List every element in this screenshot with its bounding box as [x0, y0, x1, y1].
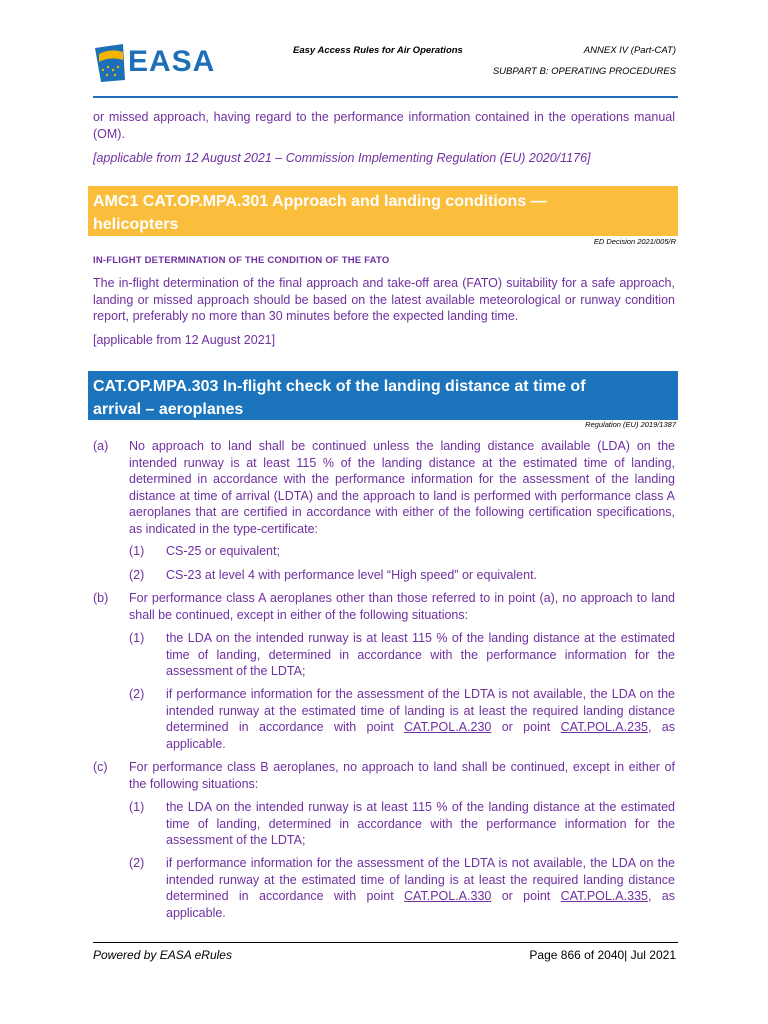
link-cat-pol-a-335[interactable]: CAT.POL.A.335	[560, 889, 648, 903]
link-cat-pol-a-330[interactable]: CAT.POL.A.330	[404, 889, 492, 903]
point-b2-text	[166, 686, 675, 752]
point-c2-text-post: , as applicable.	[166, 889, 676, 920]
amc-body: The in-flight determination of the final approach and take-off area (FATO) suitability for a safe approach, landing or missed approach should be based on the latest available meteorological or runway condition report, preferably no more than 30 minutes before the expected landing time.	[93, 276, 675, 323]
point-b2-label: (2)	[129, 687, 145, 701]
point-b1-label: (1)	[129, 631, 145, 645]
intro-text: or missed approach, having regard to the performance information contained in the operations manual (OM).	[93, 110, 675, 141]
point-b2-text-post: , as applicable.	[166, 720, 676, 751]
footer-powered-by: Powered by EASA eRules	[93, 948, 232, 962]
point-b2-text-mid: or point	[491, 720, 561, 734]
amc-applicability: [applicable from 12 August 2021]	[93, 333, 276, 347]
point-a2-label: (2)	[129, 568, 145, 582]
point-b-text: For performance class A aeroplanes other than those referred to in point (a), no approach to land shall be continued, except in either of the following situations:	[129, 591, 675, 622]
point-c1-label: (1)	[129, 800, 145, 814]
amc-subheading: IN-FLIGHT DETERMINATION OF THE CONDITION OF THE FATO	[93, 255, 390, 266]
point-a2-text: CS-23 at level 4 with performance level “High speed” or equivalent.	[166, 568, 538, 582]
point-c2-text-mid: or point	[491, 889, 561, 903]
intro-applicability: [applicable from 12 August 2021 – Commission Implementing Regulation (EU) 2020/1176]	[93, 151, 591, 165]
point-a1-text: CS-25 or equivalent;	[166, 544, 280, 558]
point-b1-text: the LDA on the intended runway is at least 115 % of the landing distance at the estimated time of landing, determined in accordance with the performance information for the assessment of the LDTA;	[166, 631, 675, 678]
rule-title-band	[88, 371, 678, 420]
header-annex: ANNEX IV (Part-CAT)	[583, 45, 676, 56]
amc-title-line2: helicopters	[93, 216, 179, 233]
rule-regulation-ref: Regulation (EU) 2019/1387	[585, 420, 676, 429]
point-c2-text-pre: if performance information for the assessment of the LDTA is not available, the LDA on the intended runway at the estimated time of landing is at least the required landing distance determined in accordance with point	[166, 856, 675, 903]
point-c2-label: (2)	[129, 856, 145, 870]
point-c1-text: the LDA on the intended runway is at least 115 % of the landing distance at the estimated time of landing, determined in accordance with the performance information for the assessment of the LDTA;	[166, 800, 675, 847]
logo-text: EASA	[128, 45, 216, 78]
point-b-label: (b)	[93, 591, 109, 605]
rule-title-line2: arrival – aeroplanes	[93, 401, 244, 418]
amc-decision-ref: ED Decision 2021/005/R	[593, 237, 676, 246]
footer-page-number: Page 866 of 2040| Jul 2021	[529, 948, 676, 962]
amc-title-line1: AMC1 CAT.OP.MPA.301 Approach and landing conditions —	[93, 193, 547, 210]
point-a-text: No approach to land shall be continued unless the landing distance available (LDA) on the intended runway is at least 115 % of the landing distance at the estimated time of landing, determined in accordance with the performance information for the assessment of the landing distance at time of arrival (LDTA) and the approach to land is performed with performance class A aeroplanes that are certified in accordance with either of the following certification specifications, as indicated in the type-certificate:	[129, 439, 675, 536]
point-c2-text	[166, 855, 675, 921]
header-subpart: SUBPART B: OPERATING PROCEDURES	[492, 66, 676, 77]
footer-divider	[93, 942, 678, 943]
point-a-label: (a)	[93, 439, 109, 453]
point-c-text: For performance class B aeroplanes, no approach to land shall be continued, except in either of the following situations:	[129, 760, 675, 791]
header-divider	[93, 96, 678, 98]
link-cat-pol-a-230[interactable]: CAT.POL.A.230	[404, 720, 492, 734]
point-b2-text-pre: if performance information for the assessment of the LDTA is not available, the LDA on the intended runway at the estimated time of landing is at least the required landing distance determined in accordance with point	[166, 687, 675, 734]
header-title: Easy Access Rules for Air Operations	[293, 45, 463, 56]
link-cat-pol-a-235[interactable]: CAT.POL.A.235	[560, 720, 648, 734]
amc-title-band	[88, 186, 678, 236]
rule-title-line1: CAT.OP.MPA.303 In-flight check of the landing distance at time of	[93, 378, 586, 395]
point-c-label: (c)	[93, 760, 108, 774]
point-a1-label: (1)	[129, 544, 145, 558]
